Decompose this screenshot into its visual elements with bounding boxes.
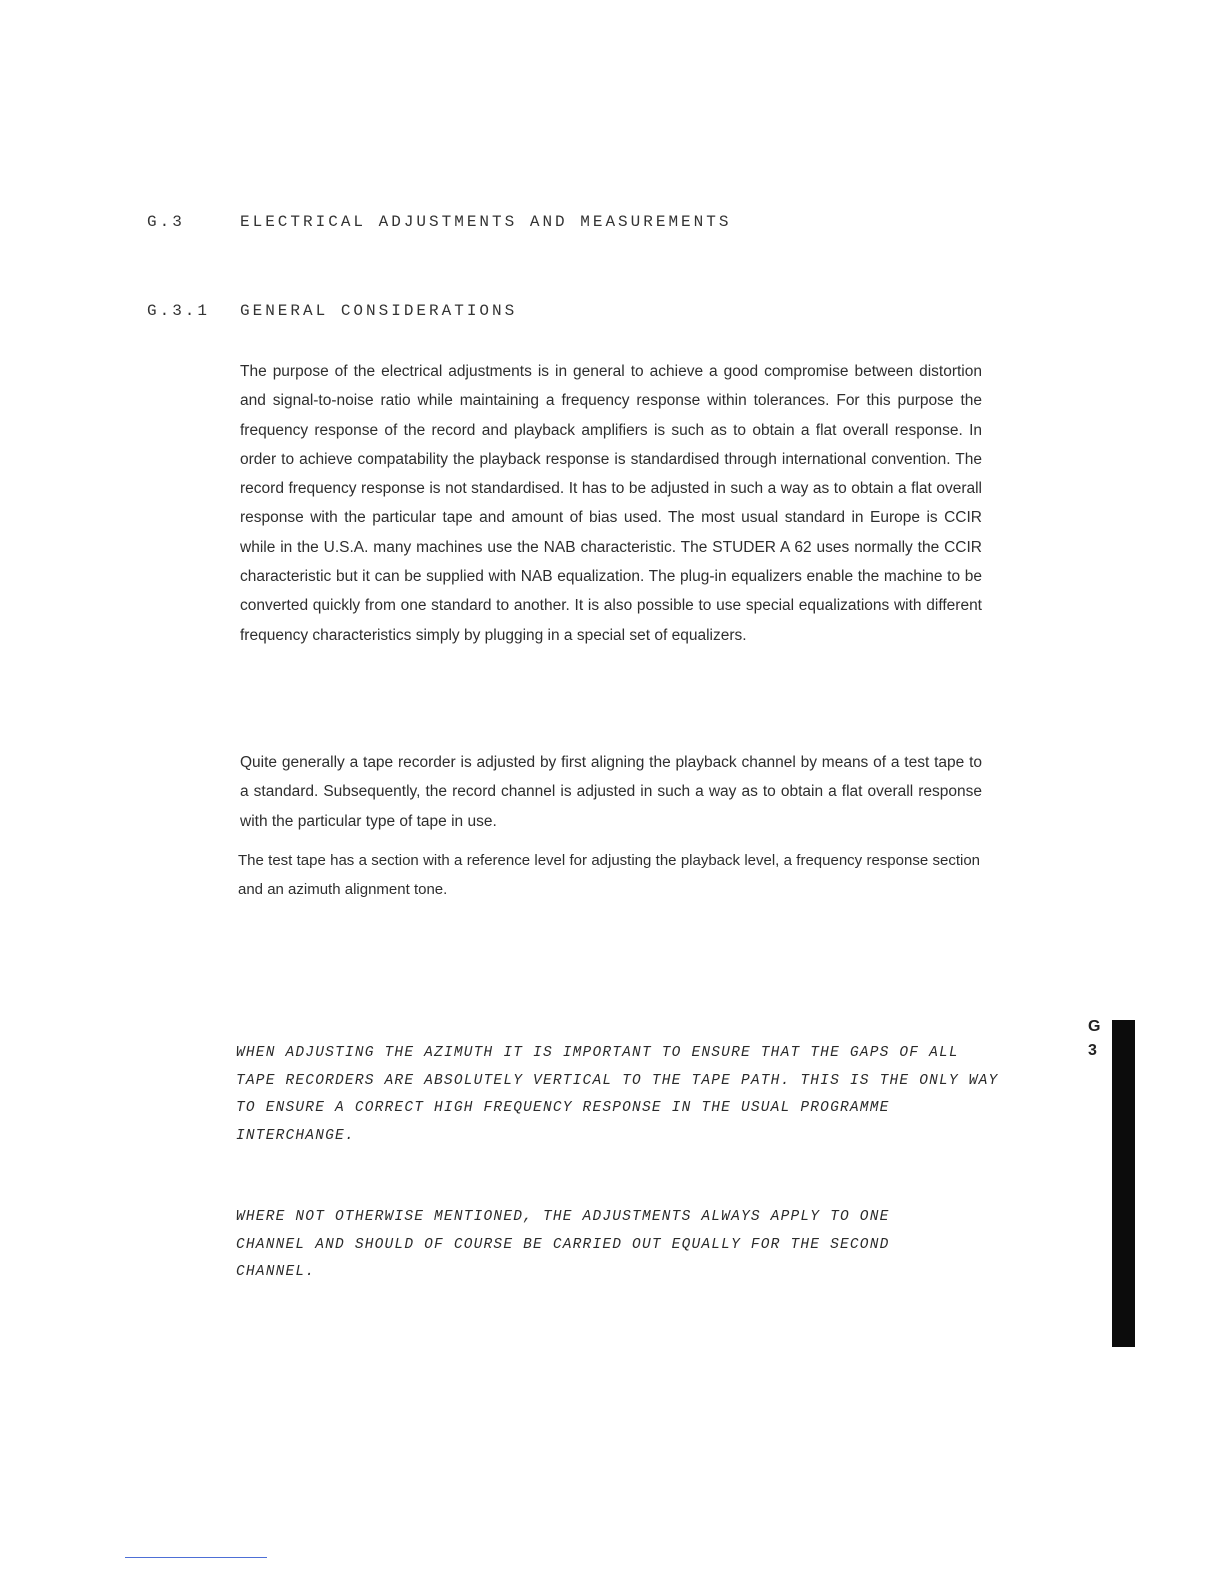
section-number: G.3 [147, 213, 185, 231]
section-tab-marker [1112, 1020, 1135, 1347]
section-tab-number: 3 [1088, 1042, 1097, 1059]
paragraph-purpose: The purpose of the electrical adjustments is in general to achieve a good compromise between distortion and signal-to-noise ratio while maintaining a frequency response within tolerances. For this purpose the frequency response of the record and playback amplifiers is such as to obtain a flat overall response. In order to achieve compatability the playback response is standardised through international convention. The record frequency response is not standardised. It has to be adjusted in such a way as to obtain a flat overall response with the particular tape and amount of bias used. The most usual standard in Europe is CCIR while in the U.S.A. many machines use the NAB characteristic. The STUDER A 62 uses normally the CCIR characteristic but it can be supplied with NAB equalization. The plug-in equalizers enable the machine to be converted quickly from one standard to another. It is also possible to use special equalizations with different frequency characteristics simply by plugging in a special set of equalizers. [240, 363, 982, 644]
subsection-number: G.3.1 [147, 302, 211, 320]
section-tab-letter: G [1088, 1018, 1101, 1035]
section-title: ELECTRICAL ADJUSTMENTS AND MEASUREMENTS [240, 213, 732, 231]
note-azimuth: WHEN ADJUSTING THE AZIMUTH IT IS IMPORTANT TO ENSURE THAT THE GAPS OF ALL TAPE RECORDERS ARE ABSOLUTELY VERTICAL TO THE TAPE PATH. THIS IS THE ONLY WAY TO ENSURE A CORRECT HIGH FREQUENCY RESPONSE IN THE USUAL PROGRAMME INTERCHANGE. [236, 1045, 999, 1144]
note-channels: WHERE NOT OTHERWISE MENTIONED, THE ADJUSTMENTS ALWAYS APPLY TO ONE CHANNEL AND SHOULD OF COURSE BE CARRIED OUT EQUALLY FOR THE SECOND CHANNEL. [236, 1209, 890, 1280]
subsection-title: GENERAL CONSIDERATIONS [240, 302, 518, 320]
paragraph-alignment: Quite generally a tape recorder is adjusted by first aligning the playback channel by means of a test tape to a standard. Subsequently, the record channel is adjusted in such a way as to obtain a flat overall response with the particular type of tape in use. [240, 754, 982, 830]
paragraph-test-tape: The test tape has a section with a reference level for adjusting the playback level, a frequency response section and an azimuth alignment tone. [238, 852, 980, 898]
footnote-divider [125, 1557, 267, 1558]
